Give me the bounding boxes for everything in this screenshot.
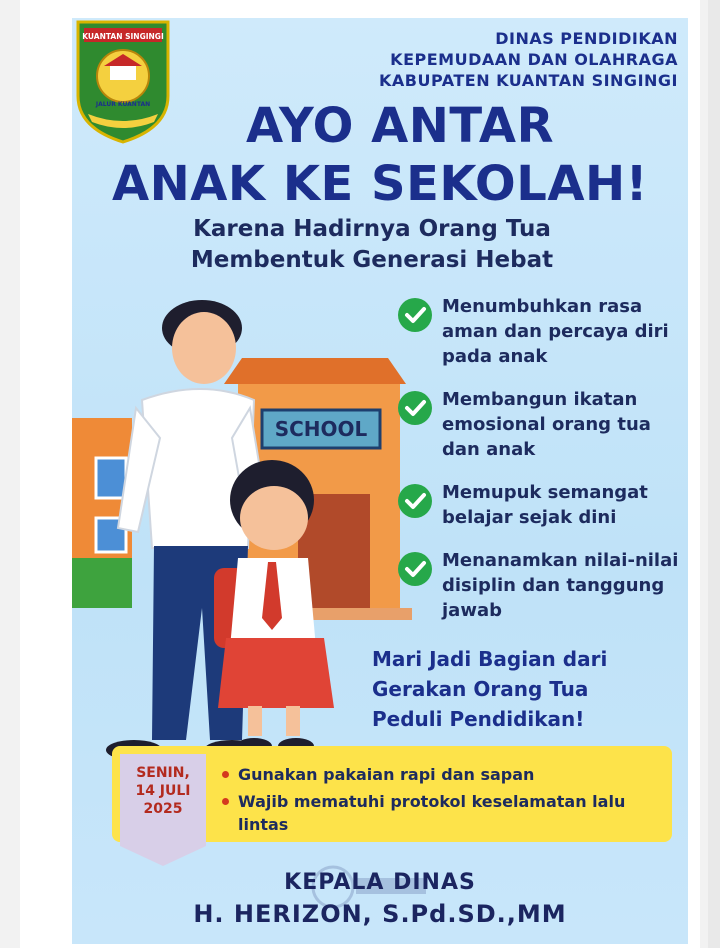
date-badge <box>120 754 206 846</box>
agency-line-2: KEPEMUDAAN DAN OLAHRAGA <box>390 50 678 69</box>
benefit-item <box>398 480 688 530</box>
agency-name <box>379 28 678 91</box>
benefit-item <box>398 387 688 462</box>
subtitle <box>72 214 672 276</box>
checkmark-icon <box>398 552 432 586</box>
father-daughter-school-illustration <box>72 288 412 768</box>
benefit-text: Menanamkan nilai-nilai disiplin dan tanggung jawab <box>442 550 679 621</box>
headline-line-2: ANAK KE SEKOLAH! <box>111 156 649 212</box>
headline-line-1: AYO ANTAR <box>245 98 555 154</box>
agency-line-3: KABUPATEN KUANTAN SINGINGI <box>378 71 678 90</box>
date-date: 14 JULI <box>135 783 191 799</box>
rule-item: Gunakan pakaian rapi dan sapan <box>222 763 662 786</box>
benefit-text: Memupuk semangat belajar sejak dini <box>442 482 648 528</box>
benefit-item <box>398 294 688 369</box>
checkmark-icon <box>398 298 432 332</box>
poster-image <box>72 18 688 944</box>
checkmark-icon <box>398 484 432 518</box>
logo-top-text: KUANTAN SINGINGI <box>82 32 164 41</box>
checkmark-icon <box>398 391 432 425</box>
cta-line-2: Gerakan Orang Tua <box>372 677 589 701</box>
subtitle-line-1: Karena Hadirnya Orang Tua <box>193 216 551 242</box>
signature-name: H. HERIZON, S.Pd.SD.,MM <box>193 900 567 928</box>
benefit-list <box>398 294 688 641</box>
scrollbar[interactable] <box>708 0 720 948</box>
benefit-item <box>398 548 688 623</box>
benefit-text: Membangun ikatan emosional orang tua dan anak <box>442 389 651 460</box>
subtitle-line-2: Membentuk Generasi Hebat <box>190 247 554 273</box>
rule-item: Wajib mematuhi protokol keselamatan lalu lintas <box>222 790 662 836</box>
call-to-action <box>372 644 672 734</box>
date-day: SENIN, <box>136 765 190 781</box>
school-sign-text: SCHOOL <box>274 417 368 441</box>
logo-ribbon-text: JALUR KUANTAN <box>95 101 151 108</box>
signature-role: KEPALA DINAS <box>284 870 476 895</box>
date-year: 2025 <box>143 801 183 817</box>
rules-list <box>222 763 662 840</box>
benefit-text: Menumbuhkan rasa aman dan percaya diri pada anak <box>442 296 669 367</box>
agency-line-1: DINAS PENDIDIKAN <box>495 29 678 48</box>
cta-line-1: Mari Jadi Bagian dari <box>372 647 608 671</box>
cta-line-3: Peduli Pendidikan! <box>372 707 585 731</box>
post-card <box>20 0 700 948</box>
